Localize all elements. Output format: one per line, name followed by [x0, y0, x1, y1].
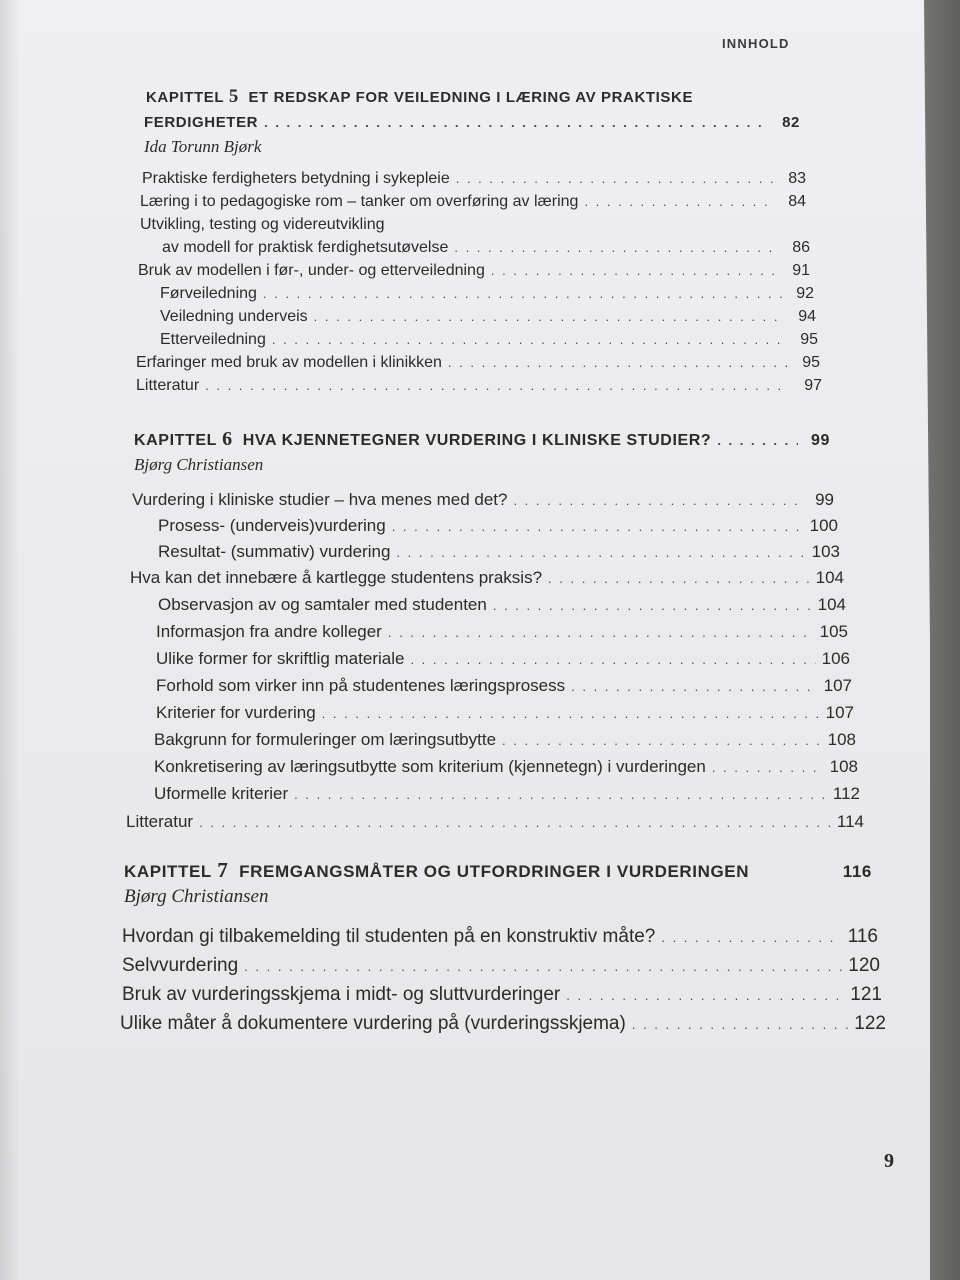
toc-entry: Praktiske ferdigheters betydning i sykepleie . . . 83: [142, 170, 806, 188]
chapter-label: KAPITTEL: [146, 89, 225, 106]
toc-entry: Observasjon av og samtaler med studenten . . . 104: [158, 595, 846, 615]
page-number: 82: [782, 114, 800, 131]
toc-entry: Vurdering i kliniske studier – hva menes med det? . . . 99: [132, 490, 834, 510]
toc-entry: Bakgrunn for formuleringer om læringsutbytte . . . 108: [154, 730, 856, 750]
toc-entry: Uformelle kriterier . . . 112: [154, 784, 860, 804]
toc-entry: Hva kan det innebære å kartlegge studentens praksis? . . . 104: [130, 568, 844, 588]
chapter-7-heading: KAPITTEL 7 FREMGANGSMÅTER OG UTFORDRINGER I VURDERINGEN 116: [124, 858, 872, 882]
chapter-5-heading-cont: [144, 114, 800, 131]
toc-entry: Veiledning underveis . . . 94: [160, 308, 816, 326]
chapter-author: Bjørg Christiansen: [124, 886, 269, 907]
toc-entry: Bruk av modellen i før-, under- og etterveiledning . . . 91: [138, 262, 810, 280]
toc-entry: av modell for praktisk ferdighetsutøvelse . . . 86: [162, 239, 810, 257]
toc-entry: Litteratur . . . 97: [136, 377, 822, 395]
chapter-author: Bjørg Christiansen: [134, 455, 264, 474]
toc-entry: Ulike måter å dokumentere vurdering på (vurderingsskjema) . . . 122: [120, 1013, 886, 1035]
chapter-6-heading: KAPITTEL 6 HVA KJENNETEGNER VURDERING I KLINISKE STUDIER? . . . 99: [134, 428, 830, 451]
toc-entry: Førveiledning . . . 92: [160, 285, 814, 303]
running-head: INNHOLD: [722, 36, 790, 51]
toc-entry: Erfaringer med bruk av modellen i klinikken . . . 95: [136, 354, 820, 372]
toc-entry: Konkretisering av læringsutbytte som kriterium (kjennetegn) i vurderingen . . . 108: [154, 757, 858, 777]
toc-entry: Utvikling, testing og videreutvikling: [140, 216, 385, 233]
toc-entry: Selvvurdering . . . 120: [122, 955, 880, 977]
chapter-author: Ida Torunn Bjørk: [144, 137, 262, 156]
chapter-title: ET REDSKAP FOR VEILEDNING I LÆRING AV PRAKTISKE: [248, 89, 694, 106]
chapter-5-heading: [146, 86, 693, 108]
toc-entry: Hvordan gi tilbakemelding til studenten på en konstruktiv måte? . . . 116: [122, 926, 878, 948]
toc-entry: Resultat- (summativ) vurdering . . . 103: [158, 542, 840, 562]
toc-entry: Litteratur . . . 114: [126, 812, 864, 832]
toc-entry: Prosess- (underveis)vurdering . . . 100: [158, 516, 838, 536]
leader-dots: [264, 115, 768, 130]
toc-entry: Læring i to pedagogiske rom – tanker om overføring av læring . . . 84: [140, 193, 806, 211]
toc-entry: Informasjon fra andre kolleger . . . 105: [156, 622, 848, 642]
chapter-number: 5: [228, 86, 239, 107]
toc-entry: Kriterier for vurdering . . . 107: [156, 703, 854, 723]
toc-entry: Ulike former for skriftlig materiale . . . 106: [156, 649, 850, 669]
toc-entry: Etterveiledning . . . 95: [160, 331, 818, 349]
chapter-title-cont: FERDIGHETER: [144, 114, 259, 131]
page-folio: 9: [884, 1150, 894, 1172]
toc-entry: Forhold som virker inn på studentenes læringsprosess . . . 107: [156, 676, 852, 696]
toc-entry: Bruk av vurderingsskjema i midt- og sluttvurderinger . . . 121: [122, 984, 882, 1006]
